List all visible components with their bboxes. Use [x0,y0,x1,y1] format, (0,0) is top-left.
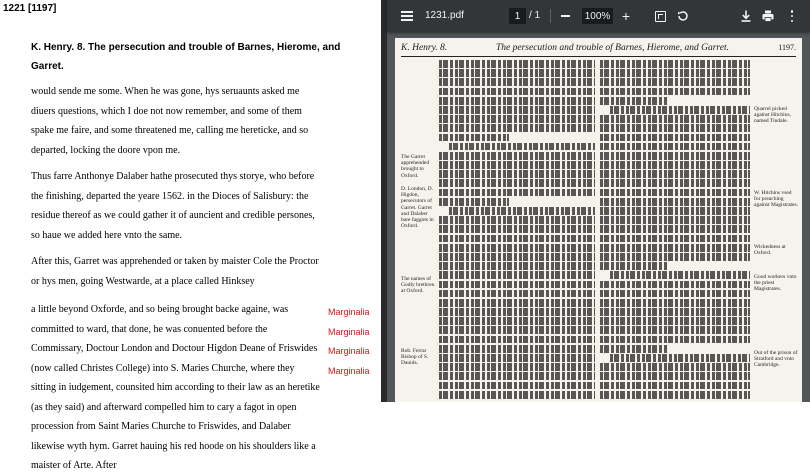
pdf-page [395,38,802,402]
scanned-text-line [439,281,595,289]
scanned-text-line [600,198,750,206]
menu-icon[interactable] [401,11,413,21]
scanned-text-line [439,326,595,334]
page-margin-note: The names of Godly brethren at Oxford. [401,276,435,295]
blackletter-column-left [439,60,595,402]
download-icon[interactable] [739,8,753,24]
more-options-icon[interactable] [785,10,799,22]
running-head-page: 1197. [778,43,796,52]
page-number-input[interactable]: 1 [509,8,526,24]
scanned-text-line [439,317,595,325]
scanned-text-line [439,88,595,96]
scanned-text-line [600,382,750,390]
page-reference: 1221 [1197] [3,3,57,14]
scanned-text-line [439,271,595,279]
paragraph: would sende me some. When he was gone, hys seruaunts asked me diuers questions, which I doe not now remember, and some of them spake me faire, and some threatened me, calling me hereticke, and so departed, locking the doore vpon me. [31,86,309,156]
scanned-text-line [600,281,750,289]
scanned-text-line [439,235,595,243]
scanned-text-line [439,189,595,197]
scanned-text-line [600,134,750,142]
scanned-text-line [600,336,750,344]
scanned-text-line [439,225,595,233]
scanned-text-line [600,363,750,371]
pdf-filename: 1231.pdf [425,10,464,21]
scanned-text-line [600,189,750,197]
scanned-text-line [439,124,595,132]
pdf-viewer [387,0,810,402]
scanned-text-line [600,97,668,105]
scanned-text-line [439,170,595,178]
minus-icon [561,15,570,17]
marginalia-link[interactable]: Marginalia [328,346,370,356]
scanned-text-line [439,161,595,169]
marginalia-link[interactable]: Marginalia [328,327,370,337]
scanned-text-line [600,290,750,298]
scanned-text-line [600,299,750,307]
scanned-text-line [600,124,750,132]
scanned-text-line [439,106,595,114]
page-margin-note: Out of the prison of Stratford and vnto Cambridge. [754,350,798,369]
scanned-text-line [439,152,595,160]
scanned-text-line [439,354,595,362]
rotate-icon[interactable] [676,8,690,24]
page-total: / 1 [529,10,541,21]
page-margin-note: W. Hitchins vsed for preaching against Magistrates. [754,190,798,209]
scanned-text-line [439,216,595,224]
print-icon[interactable] [761,8,775,24]
toolbar-separator [550,9,551,23]
scanned-text-line [600,170,750,178]
running-head-left: K. Henry. 8. [401,43,448,53]
scanned-text-line [439,97,595,105]
scanned-text-line [439,134,509,142]
scanned-text-line [610,106,750,114]
scanned-text-line [439,262,595,270]
scanned-text-line [439,363,595,371]
scanned-text-line [439,372,595,380]
fit-page-icon[interactable] [653,8,667,24]
scanned-text-line [600,115,750,123]
paragraph: Thus farre Anthonye Dalaber hathe prosecuted thys storye, who before the finishing, departed the yeare 1562. in the Dioces of Salisbury: the residue thereof as we could gather it of auncient and credible persones, so haue we added here vnto the same. [31,171,315,241]
scanned-text-line [439,198,509,206]
pdf-toolbar [387,0,810,32]
scanned-text-line [439,60,595,68]
zoom-out-button[interactable] [558,8,572,24]
running-head-title: The persecution and trouble of Barnes, Hierome, and Garret. [496,43,729,53]
scanned-text-line [600,235,750,243]
page-margin-note: The Garret apprehended brought to Oxford. [401,154,430,179]
scanned-text-line [600,78,750,86]
scanned-text-line [600,143,750,151]
scanned-text-line [610,271,750,279]
scanned-text-line [600,326,750,334]
blackletter-column-right [600,60,750,402]
scanned-text-line [449,143,595,151]
scanned-text-line [600,253,750,261]
scanned-text-line [600,88,750,96]
page-margin-note: Quarrel picked against Hitchins, named Tindale. [754,106,791,125]
marginalia-link[interactable]: Marginalia [328,307,370,317]
scanned-text-line [600,308,750,316]
scanned-text-line [600,372,750,380]
paragraph: After this, Garret was apprehended or taken by maister Cole the Proctor or hys men, going Westwarde, at a place called Hinksey [31,256,319,287]
scanned-text-line [600,262,668,270]
scanned-text-line [600,225,750,233]
scanned-text-line [600,207,750,215]
page-margin-note: Rob. Ferrar Bishop of S. Dauids. [401,348,429,367]
scanned-text-line [600,152,750,160]
chapter-heading: K. Henry. 8. The persecution and trouble of Barnes, Hierome, and Garret. [31,42,341,72]
scanned-text-line [600,345,668,353]
transcription-pane [0,0,381,471]
scanned-text-line [439,290,595,298]
scanned-text-line [439,336,595,344]
scanned-text-line [439,115,595,123]
scanned-text-line [600,69,750,77]
zoom-level-input[interactable]: 100% [582,8,613,24]
scanned-text-line [439,253,595,261]
scanned-text-line [600,216,750,224]
scanned-text-line [439,78,595,86]
scanned-text-line [439,69,595,77]
scanned-text-line [439,382,595,390]
scanned-text-line [600,60,750,68]
scanned-text-line [439,345,595,353]
paragraph: a little beyond Oxforde, and so being brought backe againe, was committed to ward, that done, he was conuented before the Commissary, Doctour London and Doctour Higdon Deane of Friswides (now called Christes College) into S. Maries Churche, where they sitting in iudgement, counsited him according to their law as an heretike (as they said) and afterward compelled him to cary a fagot in open procession from Saint Maries Churche to Friswides, and Dalaber likewise wyth hym. Garret hauing his red hoode on his shoulders like a maister of Arte. After [31,304,320,471]
scanned-text-line [600,317,750,325]
scanned-text-line [610,354,750,362]
head-rule [401,56,796,57]
scanned-text-line [439,299,595,307]
zoom-in-button[interactable]: + [621,8,631,24]
scanned-text-line [600,244,750,252]
scanned-text-line [449,207,595,215]
scanned-text-line [439,179,595,187]
scanned-text-line [439,244,595,252]
scanned-text-line [600,391,750,399]
page-margin-note: D. London, D. Higdon, persecutors of Garret. Garret and Dalaber bare faggots in Oxford. [401,186,434,230]
page-margin-note: Good workers vnto the priest Magistrates. [754,274,797,293]
scanned-text-line [600,179,750,187]
scanned-text-line [600,161,750,169]
scanned-text-line [439,391,595,399]
page-margin-note: Wickedness at Oxford. [754,244,786,257]
scanned-text-line [439,308,595,316]
marginalia-link[interactable]: Marginalia [328,366,370,376]
